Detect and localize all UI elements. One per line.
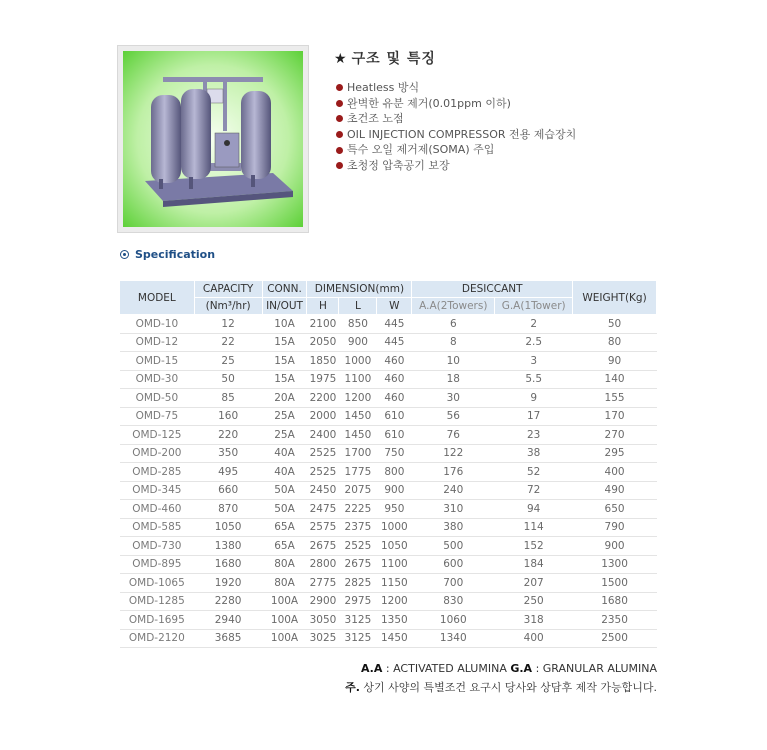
table-cell: 1920 — [194, 574, 262, 593]
ga-key: G.A — [510, 662, 533, 675]
table-cell: 2675 — [339, 555, 377, 574]
table-cell: 900 — [339, 333, 377, 352]
header-dimension: DIMENSION(mm) — [307, 281, 412, 298]
table-cell: 25A — [262, 407, 307, 426]
model-cell: OMD-585 — [120, 518, 195, 537]
header-desiccant: DESICCANT — [412, 281, 573, 298]
table-cell: 3050 — [307, 611, 339, 630]
table-cell: 700 — [412, 574, 495, 593]
table-row — [120, 444, 657, 463]
bullet-icon — [336, 84, 343, 91]
header-capacity: CAPACITY — [194, 281, 262, 298]
table-cell: 2775 — [307, 574, 339, 593]
table-cell: 1150 — [377, 574, 412, 593]
header-aa: A.A(2Towers) — [412, 298, 495, 315]
table-cell: 2475 — [307, 500, 339, 519]
remark-text: 상기 사양의 특별조건 요구시 당사와 상담후 제작 가능합니다. — [359, 681, 657, 694]
table-row — [120, 426, 657, 445]
table-cell: 40A — [262, 463, 307, 482]
table-row — [120, 518, 657, 537]
table-cell: 20A — [262, 389, 307, 408]
table-cell: 318 — [495, 611, 573, 630]
table-cell: 270 — [573, 426, 657, 445]
table-row — [120, 537, 657, 556]
table-cell: 72 — [495, 481, 573, 500]
table-cell: 2280 — [194, 592, 262, 611]
table-cell: 2825 — [339, 574, 377, 593]
table-cell: 600 — [412, 555, 495, 574]
table-cell: 220 — [194, 426, 262, 445]
table-cell: 1680 — [573, 592, 657, 611]
table-cell: 184 — [495, 555, 573, 574]
table-cell: 2675 — [307, 537, 339, 556]
table-cell: 490 — [573, 481, 657, 500]
table-cell: 17 — [495, 407, 573, 426]
table-row — [120, 352, 657, 371]
table-cell: 650 — [573, 500, 657, 519]
table-row — [120, 407, 657, 426]
table-row — [120, 481, 657, 500]
table-cell: 2050 — [307, 333, 339, 352]
table-cell: 2225 — [339, 500, 377, 519]
table-cell: 12 — [194, 315, 262, 334]
table-row — [120, 555, 657, 574]
table-cell: 50 — [194, 370, 262, 389]
table-cell: 2525 — [307, 444, 339, 463]
model-cell: OMD-50 — [120, 389, 195, 408]
table-cell: 1700 — [339, 444, 377, 463]
table-cell: 50 — [573, 315, 657, 334]
table-cell: 2000 — [307, 407, 339, 426]
table-cell: 380 — [412, 518, 495, 537]
model-cell: OMD-15 — [120, 352, 195, 371]
table-row — [120, 592, 657, 611]
table-cell: 460 — [377, 370, 412, 389]
model-cell: OMD-1065 — [120, 574, 195, 593]
table-cell: 445 — [377, 315, 412, 334]
table-cell: 1850 — [307, 352, 339, 371]
table-cell: 1975 — [307, 370, 339, 389]
model-cell: OMD-895 — [120, 555, 195, 574]
table-cell: 2900 — [307, 592, 339, 611]
table-cell: 207 — [495, 574, 573, 593]
table-cell: 2400 — [307, 426, 339, 445]
table-cell: 500 — [412, 537, 495, 556]
table-row — [120, 389, 657, 408]
table-cell: 1380 — [194, 537, 262, 556]
model-cell: OMD-75 — [120, 407, 195, 426]
table-row — [120, 333, 657, 352]
table-cell: 750 — [377, 444, 412, 463]
header-conn: CONN. — [262, 281, 307, 298]
table-cell: 9 — [495, 389, 573, 408]
table-cell: 800 — [377, 463, 412, 482]
table-cell: 160 — [194, 407, 262, 426]
bullet-icon — [336, 147, 343, 154]
model-cell: OMD-12 — [120, 333, 195, 352]
table-cell: 3685 — [194, 629, 262, 648]
table-cell: 176 — [412, 463, 495, 482]
table-cell: 2500 — [573, 629, 657, 648]
model-cell: OMD-30 — [120, 370, 195, 389]
bullet-icon — [336, 100, 343, 107]
table-cell: 310 — [412, 500, 495, 519]
table-cell: 240 — [412, 481, 495, 500]
table-cell: 1050 — [377, 537, 412, 556]
table-cell: 495 — [194, 463, 262, 482]
header-l: L — [339, 298, 377, 315]
table-cell: 30 — [412, 389, 495, 408]
feature-item: OIL INJECTION COMPRESSOR 전용 제습장치 — [336, 127, 576, 143]
table-cell: 2075 — [339, 481, 377, 500]
table-cell: 1450 — [339, 407, 377, 426]
table-cell: 1060 — [412, 611, 495, 630]
table-cell: 2100 — [307, 315, 339, 334]
table-cell: 38 — [495, 444, 573, 463]
specification-title: Specification — [135, 248, 216, 261]
table-cell: 295 — [573, 444, 657, 463]
table-cell: 140 — [573, 370, 657, 389]
table-cell: 250 — [495, 592, 573, 611]
table-cell: 80A — [262, 555, 307, 574]
model-cell: OMD-10 — [120, 315, 195, 334]
header-model: MODEL — [120, 281, 195, 315]
table-cell: 400 — [495, 629, 573, 648]
features-list — [336, 80, 576, 174]
table-cell: 2525 — [307, 463, 339, 482]
table-cell: 100A — [262, 629, 307, 648]
table-cell: 1300 — [573, 555, 657, 574]
aa-text: : ACTIVATED ALUMINA — [382, 662, 511, 675]
table-cell: 2 — [495, 315, 573, 334]
table-cell: 155 — [573, 389, 657, 408]
table-cell: 15A — [262, 370, 307, 389]
table-cell: 445 — [377, 333, 412, 352]
table-cell: 900 — [573, 537, 657, 556]
table-cell: 660 — [194, 481, 262, 500]
table-cell: 830 — [412, 592, 495, 611]
table-cell: 850 — [339, 315, 377, 334]
table-cell: 460 — [377, 352, 412, 371]
table-cell: 2800 — [307, 555, 339, 574]
table-cell: 18 — [412, 370, 495, 389]
table-cell: 1680 — [194, 555, 262, 574]
header-conn-inout: IN/OUT — [262, 298, 307, 315]
table-cell: 400 — [573, 463, 657, 482]
bullet-icon — [336, 162, 343, 169]
header-weight: WEIGHT(Kg) — [573, 281, 657, 315]
table-cell: 900 — [377, 481, 412, 500]
remark-note — [345, 679, 657, 695]
table-cell: 1100 — [377, 555, 412, 574]
table-row — [120, 370, 657, 389]
header-w: W — [377, 298, 412, 315]
specification-table — [119, 280, 657, 648]
air-dryer-product-image — [123, 51, 303, 227]
ga-text: : GRANULAR ALUMINA — [532, 662, 657, 675]
table-cell: 870 — [194, 500, 262, 519]
table-cell: 114 — [495, 518, 573, 537]
remark-key: 주. — [345, 681, 360, 694]
table-row — [120, 315, 657, 334]
table-row — [120, 500, 657, 519]
target-circle-icon — [120, 250, 129, 259]
bullet-icon — [336, 115, 343, 122]
bullet-icon — [336, 131, 343, 138]
specification-table-body — [120, 315, 657, 648]
table-cell: 8 — [412, 333, 495, 352]
model-cell: OMD-2120 — [120, 629, 195, 648]
table-cell: 1340 — [412, 629, 495, 648]
feature-item: Heatless 방식 — [336, 80, 576, 96]
table-cell: 23 — [495, 426, 573, 445]
table-cell: 2200 — [307, 389, 339, 408]
table-cell: 3125 — [339, 611, 377, 630]
table-cell: 52 — [495, 463, 573, 482]
table-cell: 350 — [194, 444, 262, 463]
header-h: H — [307, 298, 339, 315]
table-cell: 2.5 — [495, 333, 573, 352]
table-cell: 1500 — [573, 574, 657, 593]
model-cell: OMD-1695 — [120, 611, 195, 630]
table-row — [120, 629, 657, 648]
table-cell: 5.5 — [495, 370, 573, 389]
table-cell: 15A — [262, 352, 307, 371]
features-heading — [334, 48, 436, 68]
model-cell: OMD-1285 — [120, 592, 195, 611]
aa-key: A.A — [360, 662, 383, 675]
table-cell: 100A — [262, 592, 307, 611]
table-cell: 790 — [573, 518, 657, 537]
model-cell: OMD-345 — [120, 481, 195, 500]
table-cell: 2375 — [339, 518, 377, 537]
table-cell: 80 — [573, 333, 657, 352]
table-cell: 950 — [377, 500, 412, 519]
table-cell: 2575 — [307, 518, 339, 537]
table-cell: 1050 — [194, 518, 262, 537]
table-cell: 1200 — [377, 592, 412, 611]
table-cell: 1350 — [377, 611, 412, 630]
table-cell: 1450 — [339, 426, 377, 445]
model-cell: OMD-730 — [120, 537, 195, 556]
table-cell: 25 — [194, 352, 262, 371]
table-cell: 610 — [377, 407, 412, 426]
model-cell: OMD-460 — [120, 500, 195, 519]
table-cell: 170 — [573, 407, 657, 426]
table-cell: 2350 — [573, 611, 657, 630]
table-cell: 610 — [377, 426, 412, 445]
feature-item: 초건조 노점 — [336, 111, 576, 127]
model-cell: OMD-200 — [120, 444, 195, 463]
table-cell: 152 — [495, 537, 573, 556]
table-cell: 1200 — [339, 389, 377, 408]
features-title: 구조 및 특징 — [351, 51, 436, 67]
table-cell: 2450 — [307, 481, 339, 500]
table-cell: 65A — [262, 537, 307, 556]
table-cell: 2940 — [194, 611, 262, 630]
table-cell: 15A — [262, 333, 307, 352]
table-cell: 56 — [412, 407, 495, 426]
table-row — [120, 611, 657, 630]
table-cell: 40A — [262, 444, 307, 463]
table-row — [120, 463, 657, 482]
header-ga: G.A(1Tower) — [495, 298, 573, 315]
table-cell: 3125 — [339, 629, 377, 648]
model-cell: OMD-125 — [120, 426, 195, 445]
table-cell: 76 — [412, 426, 495, 445]
table-cell: 22 — [194, 333, 262, 352]
feature-item: 특수 오일 제거제(SOMA) 주입 — [336, 142, 576, 158]
feature-item: 초청정 압축공기 보장 — [336, 158, 576, 174]
model-cell: OMD-285 — [120, 463, 195, 482]
header-capacity-unit: (Nm³/hr) — [194, 298, 262, 315]
table-cell: 100A — [262, 611, 307, 630]
table-cell: 25A — [262, 426, 307, 445]
specification-heading — [120, 248, 215, 261]
product-photo-frame — [117, 45, 309, 233]
table-cell: 460 — [377, 389, 412, 408]
table-row — [120, 574, 657, 593]
table-cell: 65A — [262, 518, 307, 537]
table-cell: 1775 — [339, 463, 377, 482]
table-cell: 10 — [412, 352, 495, 371]
table-cell: 1450 — [377, 629, 412, 648]
table-cell: 2525 — [339, 537, 377, 556]
table-cell: 50A — [262, 500, 307, 519]
table-cell: 3025 — [307, 629, 339, 648]
table-cell: 50A — [262, 481, 307, 500]
table-cell: 1000 — [377, 518, 412, 537]
feature-item: 완벽한 유분 제거(0.01ppm 이하) — [336, 96, 576, 112]
table-cell: 1000 — [339, 352, 377, 371]
table-cell: 6 — [412, 315, 495, 334]
table-cell: 10A — [262, 315, 307, 334]
table-cell: 94 — [495, 500, 573, 519]
table-cell: 122 — [412, 444, 495, 463]
abbreviation-note — [361, 662, 657, 675]
table-cell: 80A — [262, 574, 307, 593]
star-icon: ★ — [334, 51, 348, 67]
table-cell: 3 — [495, 352, 573, 371]
table-cell: 1100 — [339, 370, 377, 389]
table-cell: 85 — [194, 389, 262, 408]
table-cell: 2975 — [339, 592, 377, 611]
table-cell: 90 — [573, 352, 657, 371]
